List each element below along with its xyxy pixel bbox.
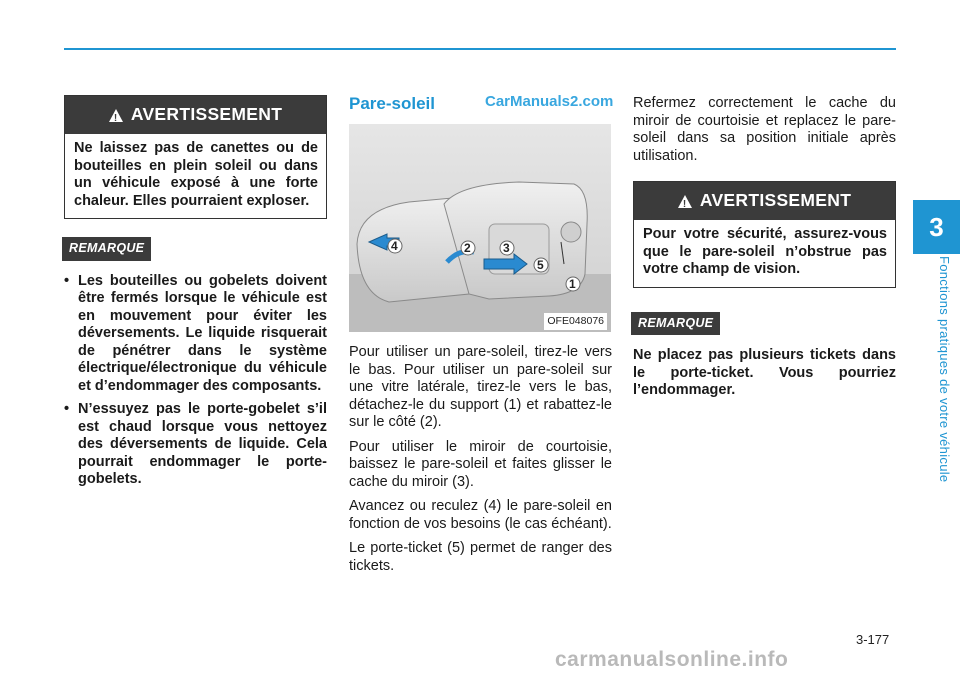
page-number: 3-177 (856, 632, 890, 647)
warning-text: Ne laissez pas de canettes ou de bouteilles en plein soleil ou dans un véhicule exposé à une forte chaleur. Elles pourraient exploser. (74, 140, 318, 209)
paragraph: Refermez correctement le cache du miroir de courtoisie et replacez le pare-soleil dans sa position initiale après utilisation. (633, 95, 896, 164)
warning-triangle-icon (109, 109, 123, 122)
section-title: Pare-soleil (349, 94, 435, 113)
column-left (64, 95, 327, 495)
column-right (633, 95, 896, 400)
note-label: REMARQUE (62, 237, 151, 261)
callout-1: 1 (569, 277, 576, 291)
callout-5: 5 (537, 258, 544, 272)
chapter-tab: 3 (913, 200, 960, 254)
footer-watermark: carmanualsonline.info (555, 648, 789, 671)
warning-header: ! AVERTISSEMENT (65, 96, 326, 134)
list-item: • Les bouteilles ou gobelets doivent être fermés lorsque le véhicule est en mouvement pour éviter les déversements. Le liquide risquerait de pénétrer dans le système électrique/électronique du véhicule et d’endommager des composants. (64, 273, 327, 396)
note-label: REMARQUE (631, 312, 720, 336)
figure-code: OFE048076 (544, 313, 607, 331)
sun-visor-illustration (349, 124, 611, 332)
paragraph: Pour utiliser un pare-soleil, tirez-le vers le bas. Pour utiliser un pare-soleil sur une vitre latérale, tirez-le vers le bas, détachez-le du support (1) et rabattez-le sur le côté (2). (349, 344, 612, 430)
warning-header: ! AVERTISSEMENT (634, 182, 895, 220)
callout-3: 3 (503, 241, 510, 255)
callout-2: 2 (464, 241, 471, 255)
warning-text: Pour votre sécurité, assurez-vous que le pare-soleil n’obstrue pas votre champ de vision. (643, 226, 887, 277)
paragraph: Le porte-ticket (5) permet de ranger des tickets. (349, 540, 612, 574)
warning-box-visibility (633, 181, 896, 288)
paragraph: Pour utiliser le miroir de courtoisie, baissez le pare-soleil et faites glisser le cache du miroir (3). (349, 438, 612, 490)
chapter-side-title: Fonctions pratiques de votre véhicule (937, 256, 952, 483)
note-text: Ne placez pas plusieurs tickets dans le porte-ticket. Vous pourriez l’endommager. (633, 347, 896, 398)
note-bullet-list (64, 273, 327, 489)
header-rule (64, 48, 896, 50)
paragraph: Avancez ou reculez (4) le pare-soleil en fonction de vos besoins (le cas échéant). (349, 498, 612, 532)
list-item: • N’essuyez pas le porte-gobelet s’il est chaud lorsque vous nettoyez des déversements de liquide. Cela pourrait endommager le porte-gobelets. (64, 401, 327, 489)
warning-box-bottles (64, 95, 327, 219)
site-watermark: CarManuals2.com (485, 93, 614, 110)
column-middle (349, 95, 612, 582)
callout-4: 4 (391, 239, 398, 253)
sun-visor-figure (349, 124, 611, 332)
warning-triangle-icon (678, 195, 692, 208)
